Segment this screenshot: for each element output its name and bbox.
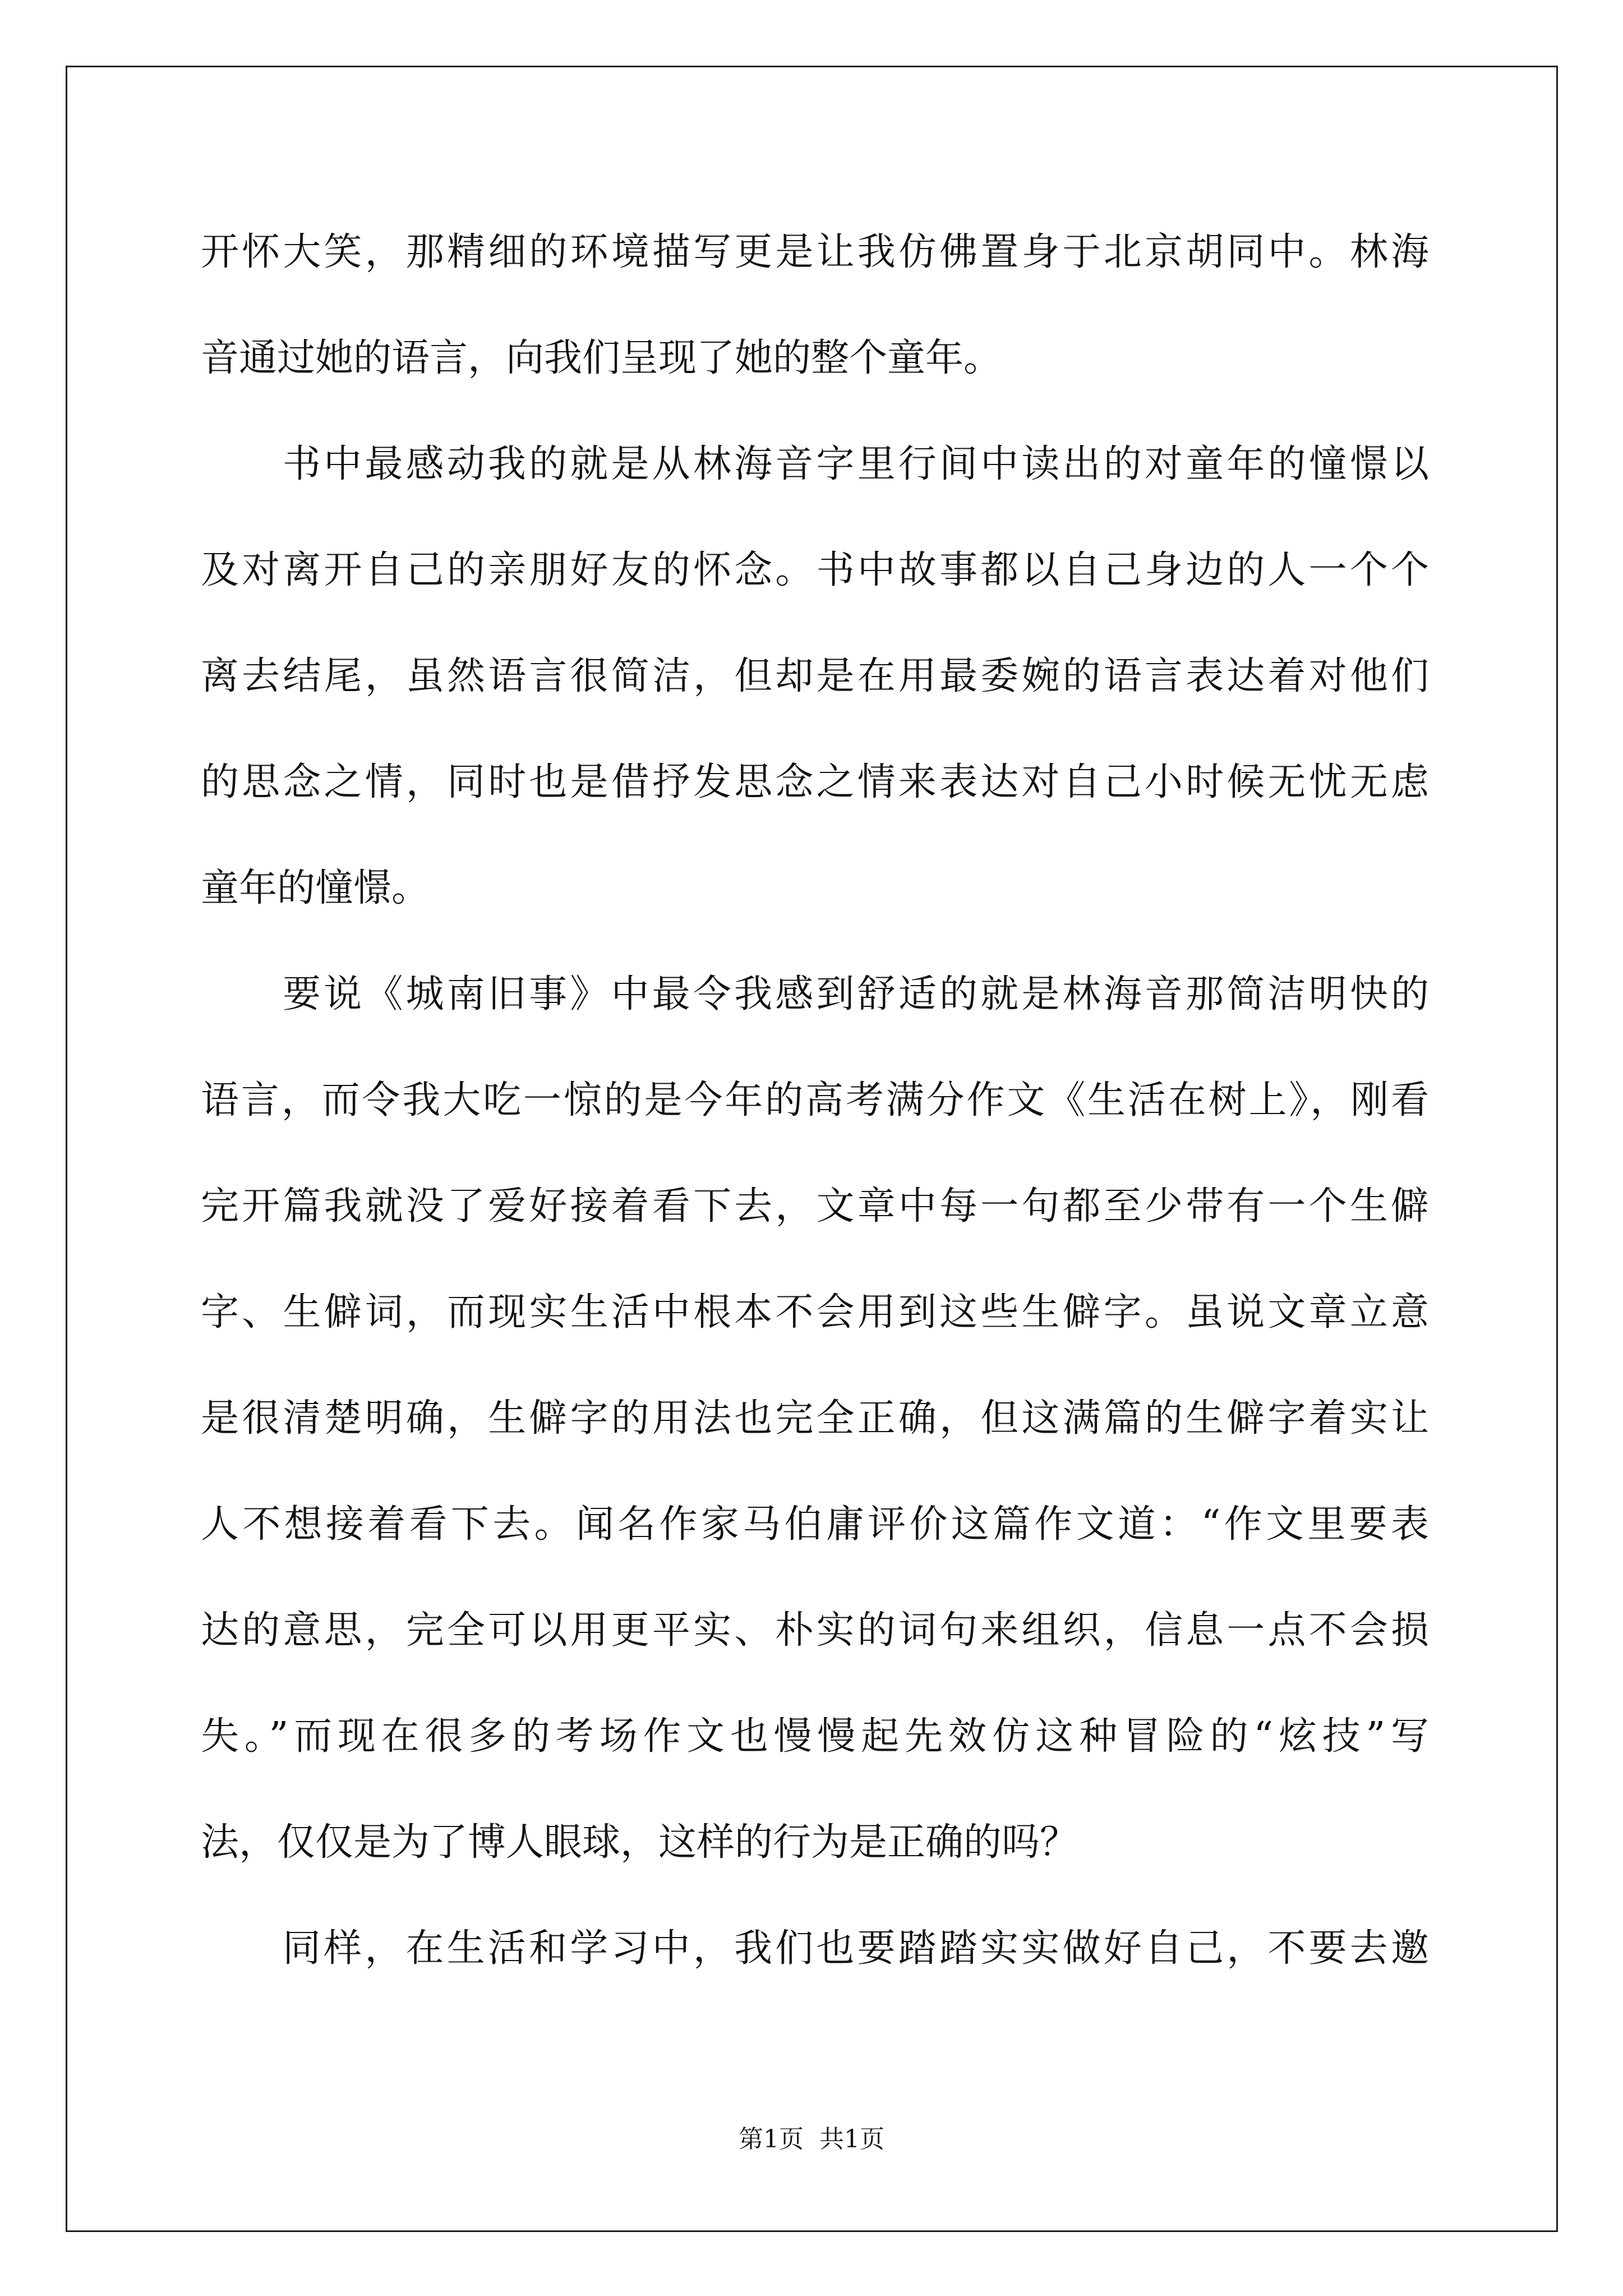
text-line: 开怀大笑，那精细的环境描写更是让我仿佛置身于北京胡同中。林海 [201,230,1429,274]
text-line: 完开篇我就没了爱好接着看下去，文章中每一句都至少带有一个生僻 [201,1184,1429,1228]
page-number-footer: 第1页 共1页 [739,2125,884,2154]
text-line: 人不想接着看下去。闻名作家马伯庸评价这篇作文道：“作文里要表 [201,1502,1429,1547]
text-line: 法，仅仅是为了博人眼球，这样的行为是正确的吗？ [201,1820,1078,1865]
text-line: 达的意思，完全可以用更平实、朴实的词句来组织，信息一点不会损 [201,1608,1429,1653]
paragraph-first-line: 同样，在生活和学习中，我们也要踏踏实实做好自己，不要去邀 [283,1926,1429,1971]
text-line: 离去结尾，虽然语言很简洁，但却是在用最委婉的语言表达着对他们 [201,654,1429,698]
text-line: 失。”而现在很多的考场作文也慢慢起先效仿这种冒险的“炫技”写 [201,1714,1429,1759]
paragraph-first-line: 书中最感动我的就是从林海音字里行间中读出的对童年的憧憬以 [283,442,1429,486]
text-line: 音通过她的语言，向我们呈现了她的整个童年。 [201,336,1002,380]
text-line: 及对离开自己的亲朋好友的怀念。书中故事都以自己身边的人一个个 [201,548,1429,592]
paragraph-first-line: 要说《城南旧事》中最令我感到舒适的就是林海音那简洁明快的 [283,972,1429,1016]
text-line: 的思念之情，同时也是借抒发思念之情来表达对自己小时候无忧无虑 [201,760,1429,804]
text-line: 语言，而令我大吃一惊的是今年的高考满分作文《生活在树上》，刚看 [201,1078,1429,1122]
document-body [201,199,1429,2001]
text-line: 童年的憧憬。 [201,866,430,910]
text-line: 是很清楚明确，生僻字的用法也完全正确，但这满篇的生僻字着实让 [201,1396,1429,1441]
text-line: 字、生僻词，而现实生活中根本不会用到这些生僻字。虽说文章立意 [201,1290,1429,1335]
